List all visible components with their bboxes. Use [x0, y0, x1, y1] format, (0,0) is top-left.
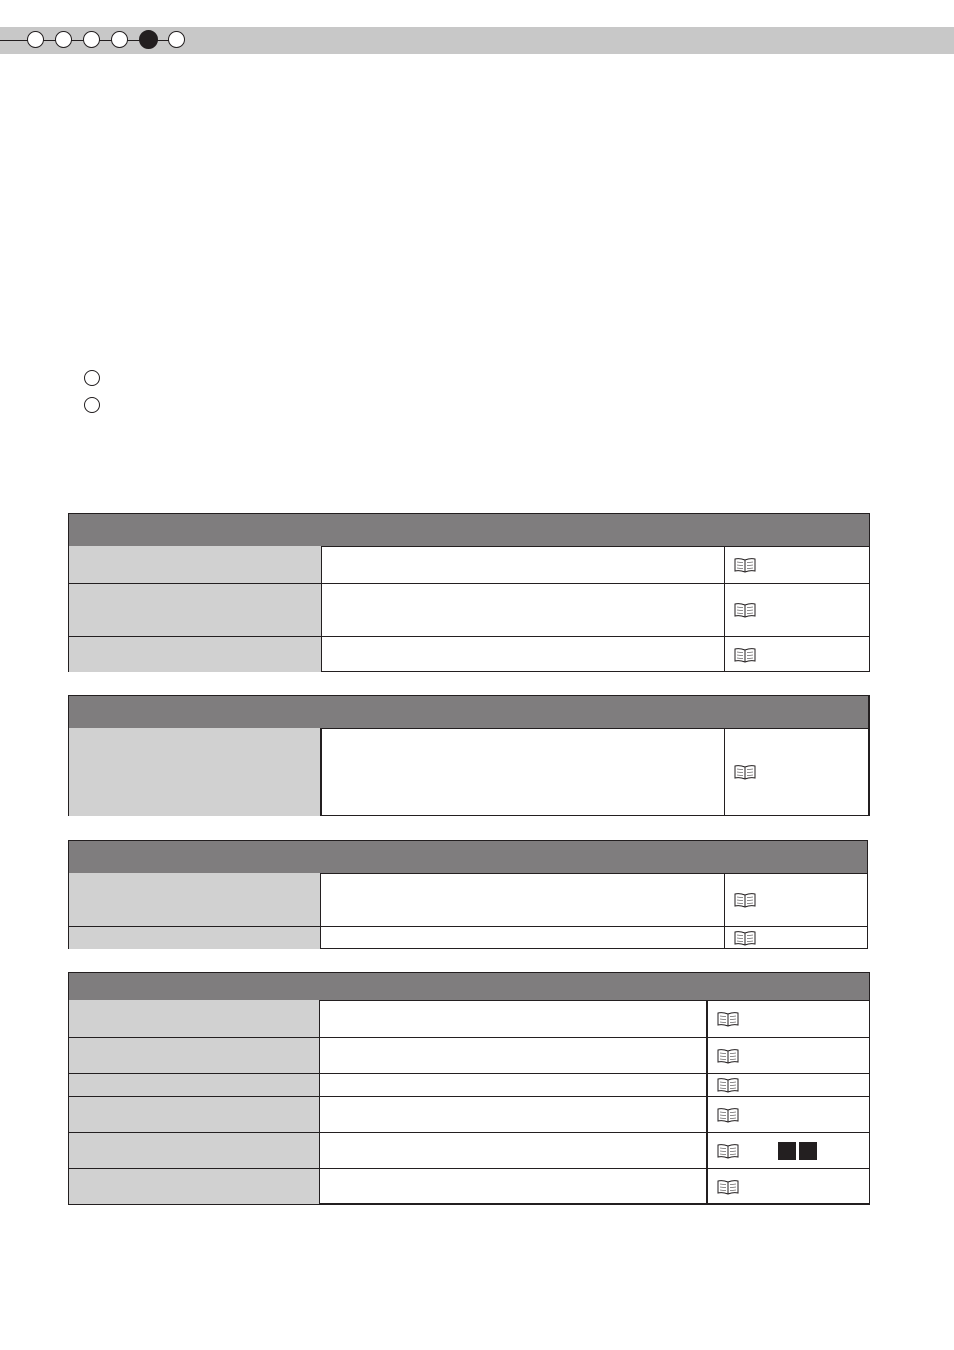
table-row	[69, 636, 869, 672]
table-row	[69, 1073, 869, 1096]
book-icon	[716, 1011, 740, 1027]
step-indicator-4	[111, 31, 128, 48]
row-label-cell	[69, 728, 322, 816]
book-icon	[716, 1107, 740, 1123]
table-header	[69, 973, 869, 1001]
book-icon	[733, 647, 757, 663]
table-row	[69, 546, 869, 583]
step-indicator-6	[168, 31, 185, 48]
row-label-cell	[69, 584, 322, 636]
book-icon	[716, 1143, 740, 1159]
reference-cell	[706, 1097, 869, 1132]
table-header	[69, 841, 867, 874]
book-icon	[733, 602, 757, 618]
reference-cell	[724, 584, 869, 636]
black-square-icon	[778, 1142, 796, 1160]
book-icon	[733, 764, 757, 780]
row-label-cell	[69, 1097, 320, 1132]
table-row	[69, 1096, 869, 1132]
table-row	[69, 926, 867, 949]
table-3	[68, 840, 868, 949]
table-row	[69, 583, 869, 636]
row-label-cell	[69, 1074, 320, 1096]
table-header	[69, 514, 869, 547]
table-row	[69, 1037, 869, 1073]
row-label-cell	[69, 1133, 320, 1168]
reference-cell	[706, 1133, 869, 1168]
row-label-cell	[69, 637, 322, 672]
row-label-cell	[69, 1000, 320, 1037]
table-2	[68, 695, 870, 816]
reference-cell	[724, 927, 867, 949]
row-label-cell	[69, 873, 321, 926]
book-icon	[733, 557, 757, 573]
table-1	[68, 513, 870, 672]
black-square-icon	[799, 1142, 817, 1160]
book-icon	[733, 930, 757, 946]
book-icon	[716, 1077, 740, 1093]
step-indicator-5-active	[139, 30, 158, 49]
reference-cell	[724, 637, 869, 672]
row-label-cell	[69, 927, 321, 949]
table-header	[69, 696, 868, 729]
table-row	[69, 1168, 869, 1204]
table-row	[69, 1000, 869, 1037]
table-row	[69, 728, 868, 816]
reference-cell	[706, 1074, 869, 1096]
book-icon	[716, 1048, 740, 1064]
book-icon	[733, 892, 757, 908]
reference-cell	[724, 546, 869, 583]
step-indicator-2	[55, 31, 72, 48]
reference-cell	[706, 1038, 869, 1073]
reference-cell	[724, 873, 867, 926]
step-indicator-3	[83, 31, 100, 48]
reference-cell	[724, 728, 868, 816]
reference-cell	[706, 1000, 869, 1037]
table-row	[69, 873, 867, 926]
reference-cell	[706, 1169, 869, 1204]
table-4	[68, 972, 870, 1205]
row-label-cell	[69, 1169, 320, 1204]
table-row	[69, 1132, 869, 1168]
step-indicator-1	[27, 31, 44, 48]
note-circle-icon	[84, 397, 100, 413]
note-circle-icon	[84, 370, 100, 386]
row-label-cell	[69, 546, 322, 583]
row-label-cell	[69, 1038, 320, 1073]
book-icon	[716, 1179, 740, 1195]
